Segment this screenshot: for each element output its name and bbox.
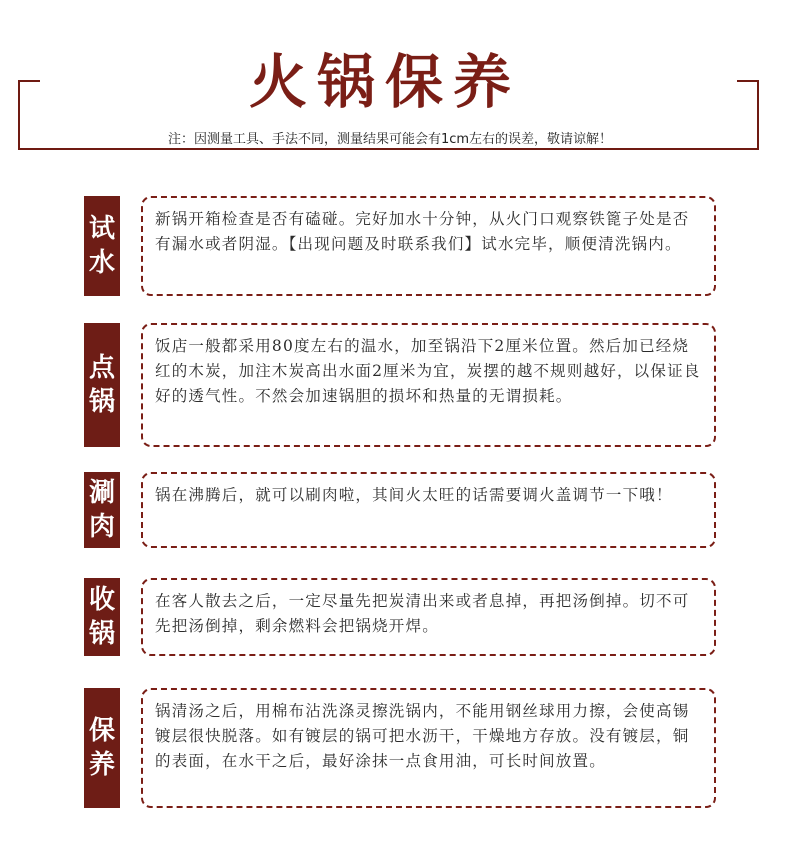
section-text-test-water: 新锅开箱检查是否有磕碰。完好加水十分钟，从火门口观察铁篦子处是否有漏水或者阴湿。【出现问题及时联系我们】试水完毕，顺便清洗锅内。: [141, 196, 716, 296]
section-label-test-water: [84, 196, 120, 296]
label-char: 锅: [88, 619, 115, 649]
section-label-cook-meat: [84, 472, 120, 548]
section-label-light-pot: [84, 323, 120, 447]
section-label-close-pot: [84, 578, 120, 656]
label-char: 点: [88, 353, 115, 383]
section-label-maintenance: [84, 688, 120, 808]
label-char: 肉: [88, 512, 115, 542]
section-text-cook-meat: 锅在沸腾后，就可以刷肉啦，其间火太旺的话需要调火盖调节一下哦！: [141, 472, 716, 548]
label-char: 保: [88, 716, 115, 746]
label-char: 收: [88, 585, 115, 615]
section-text-light-pot: 饭店一般都采用80度左右的温水，加至锅沿下2厘米位置。然后加已经烧红的木炭，加注木炭高出水面2厘米为宜，炭摆的越不规则越好，以保证良好的透气性。不然会加速锅胆的损坏和热量的无谓损耗。: [141, 323, 716, 447]
section-text-maintenance: 锅清汤之后，用棉布沾洗涤灵擦洗锅内，不能用钢丝球用力擦，会使高锡镀层很快脱落。如有镀层的锅可把水沥干，干燥地方存放。没有镀层，铜的表面，在水干之后，最好涂抹一点食用油，可长时间放置。: [141, 688, 716, 808]
label-char: 锅: [88, 387, 115, 417]
header-frame-bottom: [18, 148, 759, 150]
measurement-note: 注：因测量工具、手法不同，测量结果可能会有1cm左右的误差，敬请谅解！: [167, 132, 613, 147]
label-char: 试: [88, 214, 115, 244]
section-text-close-pot: 在客人散去之后，一定尽量先把炭清出来或者息掉，再把汤倒掉。切不可先把汤倒掉，剩余燃料会把锅烧开焊。: [141, 578, 716, 656]
label-char: 涮: [88, 478, 115, 508]
label-char: 水: [88, 248, 115, 278]
label-char: 养: [88, 750, 115, 780]
page-title: 火锅保养: [248, 48, 521, 116]
